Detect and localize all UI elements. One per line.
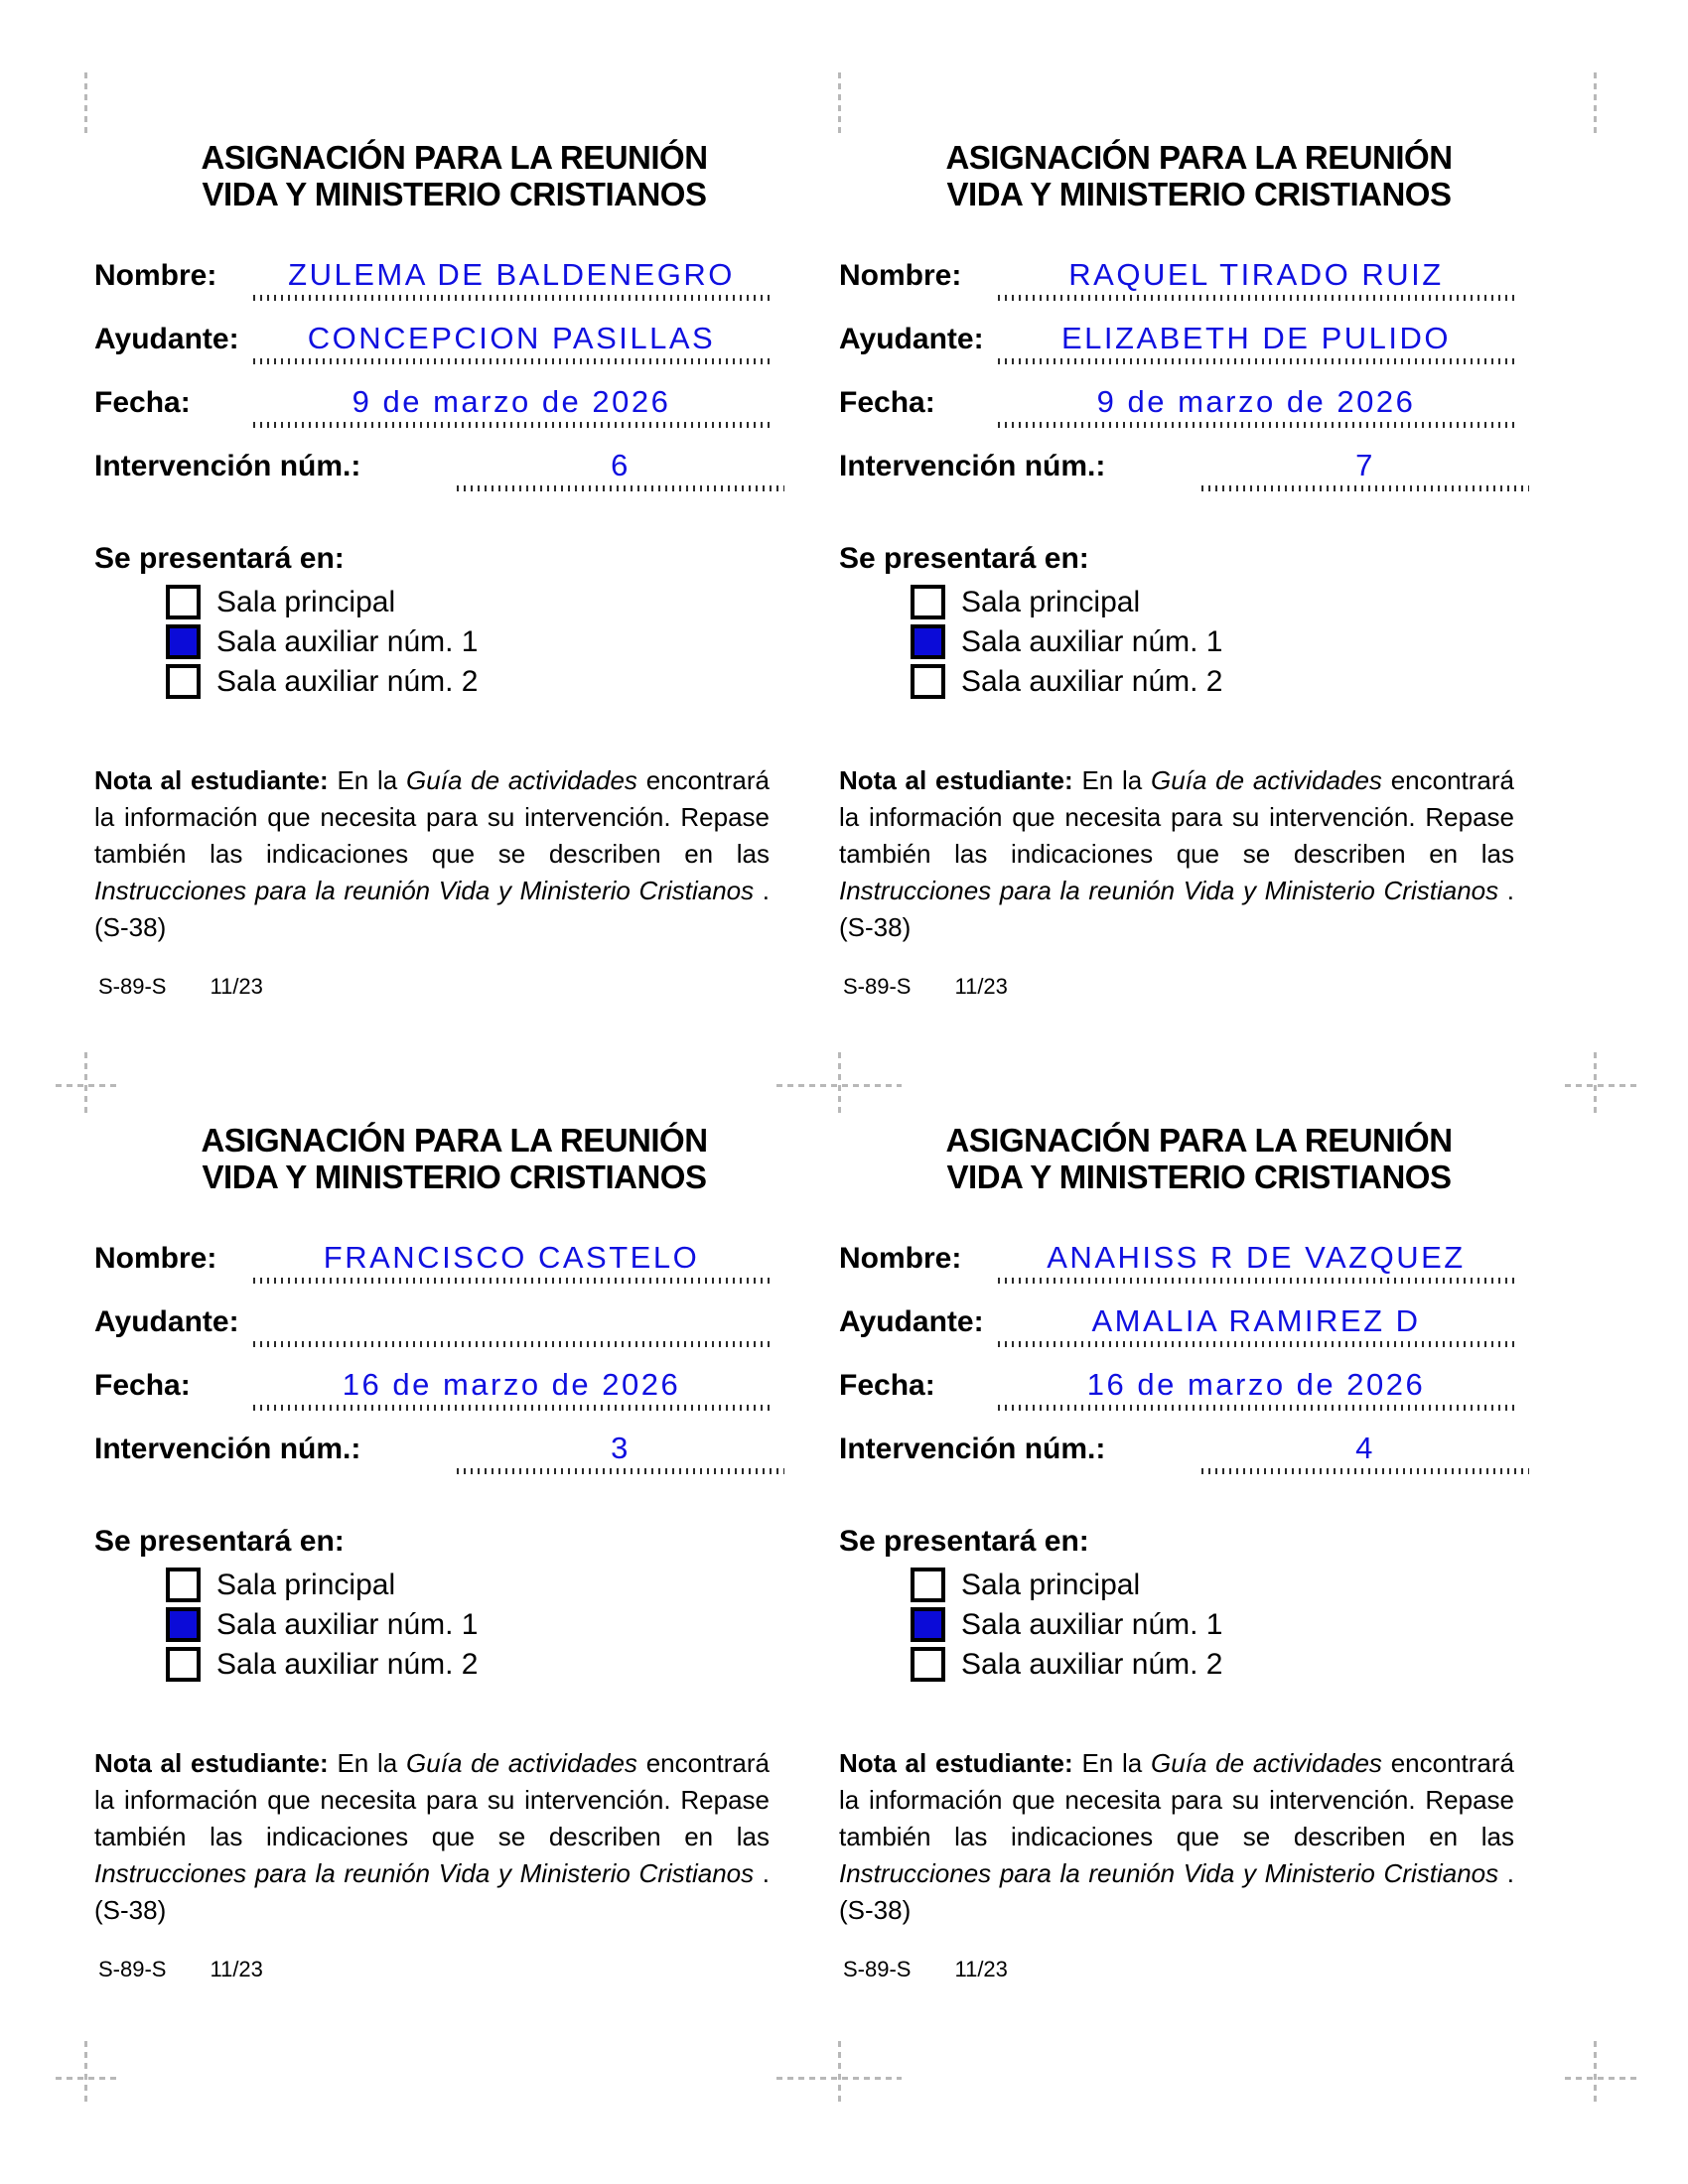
- fields: [94, 258, 770, 492]
- slip-title: [839, 1122, 1514, 1195]
- dotted-underline: [998, 1278, 1514, 1284]
- form-version: 11/23: [210, 974, 263, 999]
- checkbox-sala-auxiliar-2[interactable]: [166, 1647, 201, 1682]
- part-number-label: Intervención núm.:: [839, 450, 1106, 482]
- dotted-underline: [998, 1405, 1514, 1411]
- room-option-label: Sala principal: [216, 1569, 396, 1601]
- fields: [839, 258, 1514, 492]
- form-version: 11/23: [954, 974, 1008, 999]
- student-note: Nota al estudiante: En la Guía de actividades encontrará la información que necesita para su intervención. Repase también las indicaciones que se describen en las Instrucciones para la reunión Vida y Ministerio Cristianos . (S-38): [94, 1748, 771, 1925]
- presented-in-label: Se presentará en:: [839, 1525, 1089, 1558]
- crop-mark: [84, 72, 87, 136]
- slip-title: [839, 139, 1514, 212]
- form-code: S-89-S: [843, 1957, 912, 1981]
- form-footer: [94, 1957, 770, 1982]
- name-label: Nombre:: [94, 1242, 217, 1275]
- part-number-label: Intervención núm.:: [94, 1433, 361, 1465]
- checkbox-sala-principal[interactable]: [166, 1568, 201, 1602]
- part-number-label: Intervención núm.:: [839, 1433, 1106, 1465]
- date-field[interactable]: [998, 1368, 1514, 1411]
- date-value: 16 de marzo de 2026: [342, 1367, 681, 1402]
- part-number-label: Intervención núm.:: [94, 450, 361, 482]
- date-row: [94, 1368, 770, 1412]
- part-number-field[interactable]: [457, 449, 784, 491]
- slip-title: [94, 1122, 770, 1195]
- slip-title-line2: VIDA Y MINISTERIO CRISTIANOS: [202, 176, 707, 212]
- room-option-label: Sala auxiliar núm. 2: [216, 665, 479, 698]
- form-code: S-89-S: [98, 1957, 167, 1981]
- room-option-label: Sala auxiliar núm. 2: [961, 665, 1223, 698]
- dotted-underline: [253, 1341, 770, 1347]
- assistant-field[interactable]: [253, 322, 770, 364]
- assistant-value: CONCEPCION PASILLAS: [307, 321, 716, 355]
- dotted-underline: [253, 1278, 770, 1284]
- name-row: [839, 1241, 1514, 1285]
- dotted-underline: [998, 422, 1514, 428]
- room-option: [911, 1607, 1514, 1642]
- slip-title-line1: ASIGNACIÓN PARA LA REUNIÓN: [201, 1122, 708, 1159]
- name-value: ANAHISS R DE VAZQUEZ: [1047, 1240, 1466, 1275]
- date-field[interactable]: [253, 385, 770, 428]
- date-value: 16 de marzo de 2026: [1086, 1367, 1426, 1402]
- room-option: [166, 624, 770, 659]
- crop-mark: [1565, 1084, 1640, 1087]
- checkbox-sala-auxiliar-2[interactable]: [911, 1647, 945, 1682]
- crop-mark: [84, 2041, 87, 2105]
- dotted-underline: [253, 295, 770, 301]
- room-option: [911, 664, 1514, 699]
- slip-title-line1: ASIGNACIÓN PARA LA REUNIÓN: [201, 139, 708, 176]
- crop-mark: [838, 2041, 841, 2105]
- fields: [839, 1241, 1514, 1475]
- name-value: RAQUEL TIRADO RUIZ: [1068, 257, 1444, 292]
- date-row: [94, 385, 770, 429]
- room-option: [166, 585, 770, 619]
- student-note: Nota al estudiante: En la Guía de actividades encontrará la información que necesita para su intervención. Repase también las indicaciones que se describen en las Instrucciones para la reunión Vida y Ministerio Cristianos . (S-38): [94, 765, 771, 942]
- assignment-slip: [839, 139, 1514, 1000]
- assistant-row: [839, 322, 1514, 365]
- crop-mark: [1594, 72, 1597, 136]
- room-options: [911, 1568, 1514, 1682]
- name-label: Nombre:: [839, 259, 962, 292]
- assignment-slip: [839, 1122, 1514, 1982]
- dotted-underline: [457, 1468, 784, 1474]
- presented-in-label: Se presentará en:: [94, 542, 345, 575]
- presented-in-label: Se presentará en:: [839, 542, 1089, 575]
- name-field[interactable]: [998, 1241, 1514, 1284]
- part-number-value: 7: [1355, 448, 1375, 482]
- slip-title-line2: VIDA Y MINISTERIO CRISTIANOS: [202, 1159, 707, 1195]
- crop-mark: [776, 1084, 902, 1087]
- name-row: [94, 258, 770, 302]
- assignment-slip: [94, 139, 770, 1000]
- fields: [94, 1241, 770, 1475]
- room-option-label: Sala auxiliar núm. 1: [961, 625, 1223, 658]
- name-row: [94, 1241, 770, 1285]
- room-option-label: Sala principal: [961, 586, 1141, 618]
- dotted-underline: [998, 295, 1514, 301]
- room-option-label: Sala auxiliar núm. 1: [216, 1608, 479, 1641]
- form-footer: [839, 974, 1514, 1000]
- form-code: S-89-S: [843, 974, 912, 999]
- slip-title-line2: VIDA Y MINISTERIO CRISTIANOS: [946, 176, 1452, 212]
- part-number-value: 3: [611, 1431, 631, 1465]
- form-footer: [839, 1957, 1514, 1982]
- slip-title: [94, 139, 770, 212]
- name-field[interactable]: [253, 258, 770, 301]
- part-number-value: 4: [1355, 1431, 1375, 1465]
- checkbox-sala-auxiliar-2[interactable]: [911, 664, 945, 699]
- room-option-label: Sala auxiliar núm. 1: [216, 625, 479, 658]
- form-version: 11/23: [954, 1957, 1008, 1981]
- name-value: FRANCISCO CASTELO: [323, 1240, 700, 1275]
- date-field[interactable]: [998, 385, 1514, 428]
- room-option-label: Sala principal: [216, 586, 396, 618]
- room-option-label: Sala principal: [961, 1569, 1141, 1601]
- date-label: Fecha:: [94, 1369, 191, 1402]
- checkbox-sala-auxiliar-1[interactable]: [166, 1607, 201, 1642]
- dotted-underline: [1201, 485, 1529, 491]
- date-label: Fecha:: [839, 386, 935, 419]
- checkbox-sala-auxiliar-1[interactable]: [166, 624, 201, 659]
- room-option: [911, 1647, 1514, 1682]
- slip-title-line2: VIDA Y MINISTERIO CRISTIANOS: [946, 1159, 1452, 1195]
- dotted-underline: [1201, 1468, 1529, 1474]
- crop-mark: [1565, 2077, 1640, 2080]
- form-version: 11/23: [210, 1957, 263, 1981]
- date-row: [839, 385, 1514, 429]
- dotted-underline: [998, 358, 1514, 364]
- room-option: [911, 624, 1514, 659]
- form-footer: [94, 974, 770, 1000]
- room-option-label: Sala auxiliar núm. 2: [216, 1648, 479, 1681]
- assistant-label: Ayudante:: [839, 1305, 984, 1338]
- dotted-underline: [253, 358, 770, 364]
- room-option: [166, 1568, 770, 1602]
- crop-mark: [776, 2077, 902, 2080]
- room-option: [911, 585, 1514, 619]
- crop-mark: [56, 1084, 117, 1087]
- student-note: Nota al estudiante: En la Guía de actividades encontrará la información que necesita para su intervención. Repase también las indicaciones que se describen en las Instrucciones para la reunión Vida y Ministerio Cristianos . (S-38): [839, 765, 1515, 942]
- name-row: [839, 258, 1514, 302]
- assistant-label: Ayudante:: [94, 323, 239, 355]
- assistant-label: Ayudante:: [94, 1305, 239, 1338]
- checkbox-sala-principal[interactable]: [911, 585, 945, 619]
- dotted-underline: [253, 1405, 770, 1411]
- room-option: [911, 1568, 1514, 1602]
- crop-mark: [56, 2077, 117, 2080]
- name-value: ZULEMA DE BALDENEGRO: [288, 257, 735, 292]
- crop-mark: [1594, 2041, 1597, 2105]
- slip-title-line1: ASIGNACIÓN PARA LA REUNIÓN: [945, 139, 1453, 176]
- assistant-field[interactable]: [998, 322, 1514, 364]
- part-number-value: 6: [611, 448, 631, 482]
- date-row: [839, 1368, 1514, 1412]
- date-label: Fecha:: [94, 386, 191, 419]
- name-field[interactable]: [253, 1241, 770, 1284]
- student-note: Nota al estudiante: En la Guía de actividades encontrará la información que necesita para su intervención. Repase también las indicaciones que se describen en las Instrucciones para la reunión Vida y Ministerio Cristianos . (S-38): [839, 1748, 1515, 1925]
- part-number-row: [839, 1432, 1514, 1475]
- assistant-label: Ayudante:: [839, 323, 984, 355]
- part-number-field[interactable]: [1201, 449, 1529, 491]
- presented-in-label: Se presentará en:: [94, 1525, 345, 1558]
- room-option: [166, 1647, 770, 1682]
- assistant-field[interactable]: [253, 1304, 770, 1347]
- name-field[interactable]: [998, 258, 1514, 301]
- name-label: Nombre:: [839, 1242, 962, 1275]
- name-label: Nombre:: [94, 259, 217, 292]
- dotted-underline: [457, 485, 784, 491]
- part-number-row: [94, 1432, 770, 1475]
- assistant-value: ELIZABETH DE PULIDO: [1060, 321, 1452, 355]
- checkbox-sala-auxiliar-1[interactable]: [911, 1607, 945, 1642]
- date-label: Fecha:: [839, 1369, 935, 1402]
- slip-title-line1: ASIGNACIÓN PARA LA REUNIÓN: [945, 1122, 1453, 1159]
- checkbox-sala-auxiliar-1[interactable]: [911, 624, 945, 659]
- form-code: S-89-S: [98, 974, 167, 999]
- part-number-row: [94, 449, 770, 492]
- checkbox-sala-principal[interactable]: [911, 1568, 945, 1602]
- room-options: [911, 585, 1514, 699]
- assistant-field[interactable]: [998, 1304, 1514, 1347]
- part-number-field[interactable]: [1201, 1432, 1529, 1474]
- part-number-row: [839, 449, 1514, 492]
- assistant-value: AMALIA RAMIREZ D: [1091, 1303, 1421, 1338]
- room-option: [166, 664, 770, 699]
- room-option-label: Sala auxiliar núm. 2: [961, 1648, 1223, 1681]
- part-number-field[interactable]: [457, 1432, 784, 1474]
- room-options: [166, 585, 770, 699]
- room-option: [166, 1607, 770, 1642]
- date-value: 9 de marzo de 2026: [1096, 384, 1416, 419]
- dotted-underline: [998, 1341, 1514, 1347]
- assistant-row: [94, 322, 770, 365]
- assignment-slip: [94, 1122, 770, 1982]
- date-field[interactable]: [253, 1368, 770, 1411]
- room-options: [166, 1568, 770, 1682]
- assistant-row: [94, 1304, 770, 1348]
- crop-mark: [838, 72, 841, 136]
- room-option-label: Sala auxiliar núm. 1: [961, 1608, 1223, 1641]
- date-value: 9 de marzo de 2026: [352, 384, 671, 419]
- checkbox-sala-auxiliar-2[interactable]: [166, 664, 201, 699]
- assistant-row: [839, 1304, 1514, 1348]
- checkbox-sala-principal[interactable]: [166, 585, 201, 619]
- dotted-underline: [253, 422, 770, 428]
